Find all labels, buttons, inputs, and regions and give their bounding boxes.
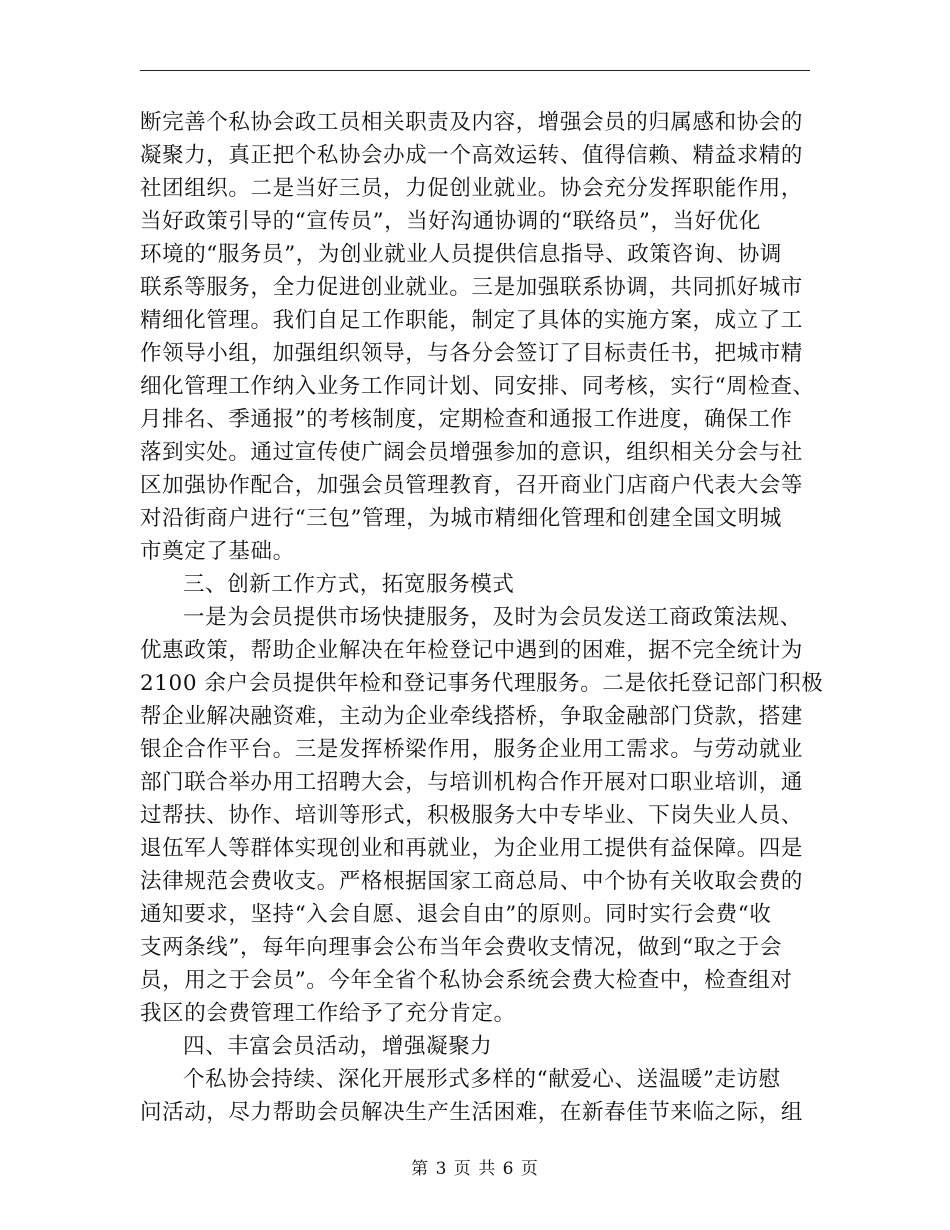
text-line: 一是为会员提供市场快捷服务，及时为会员发送工商政策法规、 xyxy=(183,605,802,630)
text-line: 通知要求，坚持“入会自愿、退会自由”的原则。同时实行会费“收 xyxy=(140,902,772,927)
body-text xyxy=(140,106,824,1129)
text-line: 退伍军人等群体实现创业和再就业，为企业用工提供有益保障。四是 xyxy=(140,836,804,861)
text-line: 帮企业解决融资难，主动为企业牵线搭桥，争取金融部门贷款，搭建 xyxy=(140,704,804,729)
text-line: 银企合作平台。三是发挥桥梁作用，服务企业用工需求。与劳动就业 xyxy=(140,737,804,762)
text-line: 社团组织。二是当好三员，力促创业就业。协会充分发挥职能作用， xyxy=(140,176,804,201)
text-line: 凝聚力，真正把个私协会办成一个高效运转、值得信赖、精益求精的 xyxy=(140,143,804,168)
text-line: 当好政策引导的“宣传员”，当好沟通协调的“联络员”，当好优化 xyxy=(140,209,761,234)
text-line: 2100 余户会员提供年检和登记事务代理服务。二是依托登记部门积极 xyxy=(140,671,824,696)
text-line: 环境的“服务员”，为创业就业人员提供信息指导、政策咨询、协调 xyxy=(140,242,782,267)
text-line: 个私协会持续、深化开展形式多样的“献爱心、送温暖”走访慰 xyxy=(183,1067,781,1092)
text-line: 细化管理工作纳入业务工作同计划、同安排、同考核，实行“周检查、 xyxy=(140,374,815,399)
text-line: 断完善个私协会政工员相关职责及内容，增强会员的归属感和协会的 xyxy=(140,110,804,135)
text-line: 支两条线”，每年向理事会公布当年会费收支情况，做到“取之于会 xyxy=(140,935,782,960)
text-line: 市奠定了基础。 xyxy=(140,539,295,564)
page-number-footer: 第 3 页 共 6 页 xyxy=(411,1159,539,1179)
text-line: 月排名、季通报”的考核制度，定期检查和通报工作进度，确保工作 xyxy=(140,407,793,432)
text-line: 问活动，尽力帮助会员解决生产生活困难，在新春佳节来临之际，组 xyxy=(140,1100,804,1125)
text-line: 过帮扶、协作、培训等形式，积极服务大中专毕业、下岗失业人员、 xyxy=(140,803,804,828)
text-line: 员，用之于会员”。今年全省个私协会系统会费大检查中，检查组对 xyxy=(140,968,793,993)
text-line: 优惠政策，帮助企业解决在年检登记中遇到的困难，据不完全统计为 xyxy=(140,638,804,663)
text-line: 落到实处。通过宣传使广阔会员增强参加的意识，组织相关分会与社 xyxy=(140,440,804,465)
text-line: 部门联合举办用工招聘大会，与培训机构合作开展对口职业培训，通 xyxy=(140,770,804,795)
header-rule xyxy=(140,70,810,71)
text-line: 作领导小组，加强组织领导，与各分会签订了目标责任书，把城市精 xyxy=(140,341,804,366)
section-heading: 三、创新工作方式，拓宽服务模式 xyxy=(183,572,515,597)
section-heading: 四、丰富会员活动，增强凝聚力 xyxy=(183,1034,493,1059)
text-line: 精细化管理。我们自足工作职能，制定了具体的实施方案，成立了工 xyxy=(140,308,804,333)
text-line: 法律规范会费收支。严格根据国家工商总局、中个协有关收取会费的 xyxy=(140,869,804,894)
text-line: 联系等服务，全力促进创业就业。三是加强联系协调，共同抓好城市 xyxy=(140,275,804,300)
text-line: 我区的会费管理工作给予了充分肯定。 xyxy=(140,1001,516,1026)
text-line: 对沿街商户进行“三包”管理，为城市精细化管理和创建全国文明城 xyxy=(140,506,782,531)
text-line: 区加强协作配合，加强会员管理教育，召开商业门店商户代表大会等 xyxy=(140,473,804,498)
